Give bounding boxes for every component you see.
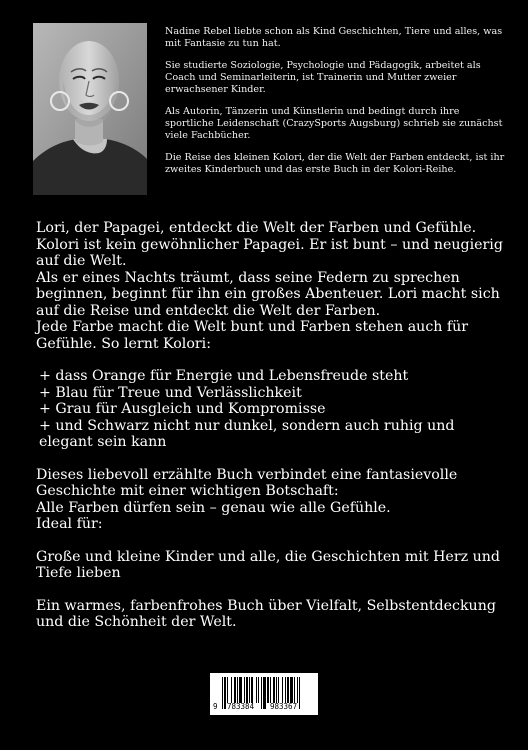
blurb-intro-line: Lori, der Papagei, entdeckt die Welt der Farben und Gefühle. <box>36 220 477 236</box>
blurb-spacer <box>36 582 506 598</box>
blurb-message-line: Dieses liebevoll erzählte Buch verbindet eine fantasievolle Geschichte mit einer wichtigen Botschaft: <box>36 466 458 499</box>
isbn-barcode <box>210 673 318 715</box>
barcode-bar <box>224 677 226 709</box>
barcode-bar <box>287 677 289 703</box>
author-bio-paragraph: Sie studierte Soziologie, Psychologie und Pädagogik, arbeitet als Coach und Seminarleiterin, ist Trainerin und Mutter zweier erwachsener Kinder. <box>165 60 481 95</box>
barcode-bar <box>251 677 253 703</box>
barcode-bar <box>294 677 295 703</box>
blurb-spacer <box>36 451 506 467</box>
barcode-bar <box>299 677 300 709</box>
author-bio <box>165 26 505 186</box>
blurb-intro-line: Kolori ist kein gewöhnlicher Papagei. Er ist bunt – und neugierig auf die Welt. <box>36 236 503 269</box>
book-blurb <box>36 220 506 631</box>
barcode-bar <box>234 677 236 703</box>
blurb-bullet-item: + Grau für Ausgleich und Kompromisse <box>39 401 326 417</box>
author-bio-paragraph: Nadine Rebel liebte schon als Kind Geschichten, Tiere und alles, was mit Fantasie zu tun hat. <box>165 26 503 49</box>
author-photo <box>33 23 147 195</box>
barcode-group-right: 983367 <box>270 702 298 711</box>
barcode-bar <box>239 677 242 703</box>
blurb-intro-line: Jede Farbe macht die Welt bunt und Farben stehen auch für Gefühle. So lernt Kolori: <box>36 319 469 352</box>
barcode-bar <box>227 677 228 703</box>
author-bio-paragraph: Als Autorin, Tänzerin und Künstlerin und bedingt durch ihre sportliche Leidenschaft (CrazySports Augsburg) schrieb sie zunächst viele Fachbücher. <box>165 106 503 141</box>
blurb-closing: Ein warmes, farbenfrohes Buch über Vielfalt, Selbstentdeckung und die Schönheit der Welt. <box>36 597 496 630</box>
barcode-bar <box>263 677 266 709</box>
barcode-bar <box>273 677 275 703</box>
barcode-digit-first: 9 <box>213 702 218 711</box>
barcode-bar <box>231 677 232 703</box>
blurb-message-line: Ideal für: <box>36 516 103 532</box>
blurb-bullet-item: + Blau für Treue und Verlässlichkeit <box>39 384 302 401</box>
barcode-bar <box>258 677 259 703</box>
blurb-bullet-item: + und Schwarz nicht nur dunkel, sondern auch ruhig und elegant sein kann <box>39 417 455 450</box>
barcode-bar <box>246 677 248 703</box>
author-portrait-image <box>33 23 147 195</box>
barcode-bar <box>256 677 257 703</box>
blurb-intro-line: Als er eines Nachts träumt, dass seine Federn zu sprechen beginnen, beginnt für ihn ein großes Abenteuer. Lori macht sich auf die Reise und entdeckt die Welt der Farben. <box>36 269 500 319</box>
blurb-audience: Große und kleine Kinder und alle, die Geschichten mit Herz und Tiefe lieben <box>36 548 500 581</box>
barcode-bar <box>285 677 286 703</box>
barcode-bar <box>267 677 269 703</box>
blurb-message-line: Alle Farben dürfen sein – genau wie alle Gefühle. <box>36 499 391 516</box>
barcode-bar <box>270 677 271 703</box>
barcode-bar <box>244 677 245 703</box>
blurb-spacer <box>36 352 506 368</box>
barcode-bar <box>276 677 277 703</box>
barcode-bar <box>290 677 293 703</box>
barcode-bar <box>278 677 279 703</box>
barcode-bar <box>222 677 223 709</box>
blurb-bullet-item: + dass Orange für Energie und Lebensfreude steht <box>39 368 409 384</box>
barcode-bar <box>261 677 262 709</box>
barcode-bar <box>297 677 298 703</box>
barcode-group-left: 783384 <box>227 702 255 711</box>
barcode-bar <box>237 677 238 703</box>
blurb-spacer <box>36 533 506 549</box>
barcode-bar <box>282 677 283 703</box>
author-bio-paragraph: Die Reise des kleinen Kolori, der die Welt der Farben entdeckt, ist ihr zweites Kinderbuch und das erste Buch in der Kolori-Reihe. <box>165 152 505 175</box>
barcode-bar <box>249 677 250 703</box>
